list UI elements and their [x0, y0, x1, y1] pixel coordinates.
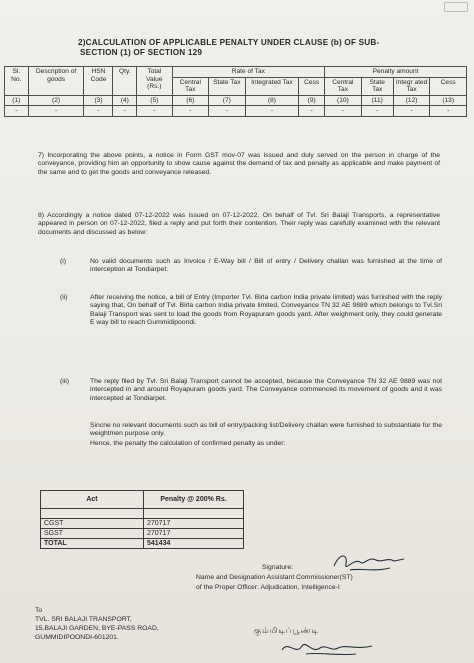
- address-line-3: GUMMIDIPOONDI-601201.: [35, 634, 119, 641]
- table-row: [41, 509, 244, 519]
- col-pa-integrated-tax: Integr ated Tax: [393, 77, 430, 95]
- recipient-address: [35, 606, 159, 642]
- corner-mark: [444, 2, 468, 12]
- table-cell: -: [245, 106, 299, 117]
- table-cell: -: [172, 106, 209, 117]
- section-heading: [78, 38, 448, 58]
- table-cell: -: [209, 106, 246, 117]
- col-description: Description of goods: [28, 67, 84, 96]
- signature-officer: of the Proper Officer: Adjudication, Intelligence-I: [196, 584, 340, 591]
- table-cell: -: [393, 106, 430, 117]
- item-text: Hence, the penalty the calculation of confirmed penalty as under:: [90, 440, 286, 447]
- item-text: No valid documents such as Invoice / E-Way bill / Bill of entry / Delivery challan was furnished at the time of interception at Tondiarpet.: [90, 258, 442, 274]
- table-cell: (12): [393, 95, 430, 106]
- penalty-calculation-table: [4, 66, 467, 117]
- table-cell: -: [84, 106, 113, 117]
- table-row: [41, 519, 244, 529]
- item-number: (i): [60, 258, 67, 265]
- item-text: Sincne no relevant documents such as bill of entry/packing list/Delivery challan were furnished to substantiate for the weightmen purpose only.: [90, 422, 442, 438]
- table-row: [41, 539, 244, 549]
- summary-value: 541434: [144, 539, 244, 549]
- summary-header-penalty: Penalty @ 200% Rs.: [144, 491, 244, 509]
- col-rate-of-tax: Rate of Tax: [172, 67, 325, 78]
- summary-value: 270717: [144, 529, 244, 539]
- col-state-tax: State Tax: [209, 77, 246, 95]
- paragraph-7: 7) Incorporating the above points, a notice in Form GST mov-07 was issued and duly served on the person in charge of the conveyance, providing him an opportunity to show cause against the demand of tax and penalty as applicable and make payment of the same and to get the goods and conveyance released.: [38, 152, 440, 176]
- penalty-summary-table: [40, 490, 244, 549]
- table-row: [5, 106, 467, 117]
- col-central-tax: Central Tax: [172, 77, 209, 95]
- table-cell: -: [28, 106, 84, 117]
- col-penalty-amount: Penalty amount: [325, 67, 467, 78]
- col-qty: Qty.: [113, 67, 137, 96]
- table-row: [41, 529, 244, 539]
- table-cell: (2): [28, 95, 84, 106]
- summary-act: TOTAL: [41, 539, 144, 549]
- table-number-row: [5, 95, 467, 106]
- table-cell: (7): [209, 95, 246, 106]
- handwritten-signature: [276, 636, 386, 660]
- table-cell: (3): [84, 95, 113, 106]
- table-cell: (1): [5, 95, 29, 106]
- table-cell: (8): [245, 95, 299, 106]
- table-cell: (6): [172, 95, 209, 106]
- table-cell: -: [325, 106, 362, 117]
- table-cell: (11): [361, 95, 393, 106]
- stamp-text: கும்மிடிப்பூண்டி: [254, 626, 320, 635]
- heading-line-1: 2)CALCULATION OF APPLICABLE PENALTY UNDER CLAUSE (b) OF SUB-: [78, 38, 380, 47]
- col-pa-state-tax: State Tax: [361, 77, 393, 95]
- address-to: To: [35, 607, 43, 614]
- table-cell: -: [361, 106, 393, 117]
- col-hsn: HSN Code: [84, 67, 113, 96]
- summary-header-row: [41, 491, 244, 509]
- table-cell: -: [430, 106, 467, 117]
- signature-designation: Name and Designation Assistant Commissioner(ST): [196, 574, 353, 581]
- address-line-2: 15,BALAJI GARDEN, BYE-PASS ROAD,: [35, 625, 159, 632]
- col-pa-central-tax: Central Tax: [325, 77, 362, 95]
- item-number: (ii): [60, 294, 68, 301]
- table-cell: (5): [137, 95, 172, 106]
- col-total-value: Total Value (Rs.): [137, 67, 172, 96]
- item-text: After receiving the notice, a bill of Entry (Importer Tvl. Birla carbon India private limited) was furnished with the reply saying that, On behalf of Tvl. Birla carbon India private limited, Conveyance TN 32 AE 9889 which belongs to Tvl.Sri Balaji Transport was sent to load the goods from Royapuram goods yard. After weighment only, they could generate E way bill to reach Gummidipoondi.: [90, 294, 442, 327]
- table-cell: (13): [430, 95, 467, 106]
- col-pa-cess: Cess: [430, 77, 467, 95]
- col-cess: Cess: [299, 77, 325, 95]
- table-cell: (10): [325, 95, 362, 106]
- heading-line-2: SECTION (1) OF SECTION 129: [80, 48, 203, 57]
- col-sl-no: Sl. No.: [5, 67, 29, 96]
- signature-mark: [330, 548, 410, 576]
- summary-header-act: Act: [41, 491, 144, 509]
- table-header-row: [5, 67, 467, 78]
- address-line-1: TVL. SRI BALAJI TRANSPORT,: [35, 616, 132, 623]
- paragraph-8: 8) Accordingly a notice dated 07-12-2022 was issued on 07-12-2022. On behalf of Tvl. Sri Balaji Transports, a representative appeared in person on 07-12-2022, filed a reply and put forth their contention. Their reply was carefully examined with the relevant documents and discussed as below:: [38, 212, 440, 236]
- table-cell: -: [299, 106, 325, 117]
- item-number: (iii): [60, 378, 70, 385]
- summary-act: [41, 509, 144, 519]
- table-cell: (4): [113, 95, 137, 106]
- summary-value: 270717: [144, 519, 244, 529]
- signature-label: Signature:: [262, 564, 293, 571]
- summary-value: [144, 509, 244, 519]
- item-text: The reply filed by Tvl. Sri Balaji Transport cannot be accepted, because the Conveyance TN 32 AE 9889 was not intercepted in and around Royapuram goods yard. The Conveyance commenced its movement of goods and it was intercepted at Tondiarpet.: [90, 378, 442, 402]
- summary-act: CGST: [41, 519, 144, 529]
- table-cell: -: [5, 106, 29, 117]
- table-cell: -: [137, 106, 172, 117]
- table-cell: -: [113, 106, 137, 117]
- col-integrated-tax: Integrated Tax: [245, 77, 299, 95]
- summary-act: SGST: [41, 529, 144, 539]
- table-cell: (9): [299, 95, 325, 106]
